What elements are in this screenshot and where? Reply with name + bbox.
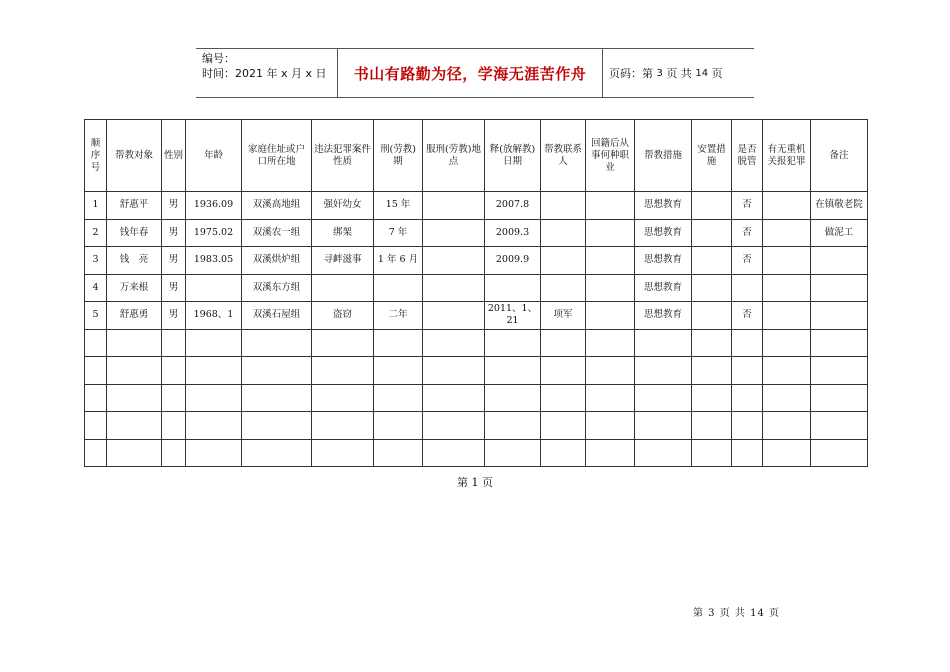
- table-cell: 思想教育: [635, 219, 692, 247]
- column-header: 帮教联系人: [541, 120, 586, 192]
- table-cell: 1936.09: [186, 192, 242, 220]
- table-cell: 2: [85, 219, 107, 247]
- table-cell: [485, 274, 541, 302]
- table-cell: [811, 357, 868, 385]
- table-cell: [586, 412, 635, 440]
- table-cell: [242, 357, 312, 385]
- table-cell: [485, 384, 541, 412]
- table-cell: [374, 357, 423, 385]
- table-cell: [586, 357, 635, 385]
- column-header: 年龄: [186, 120, 242, 192]
- table-cell: [635, 329, 692, 357]
- column-header: 备注: [811, 120, 868, 192]
- table-cell: 舒惠勇: [107, 302, 162, 330]
- table-cell: 项军: [541, 302, 586, 330]
- table-cell: [107, 357, 162, 385]
- column-header: 服刑(劳教)地点: [423, 120, 485, 192]
- table-cell: [85, 412, 107, 440]
- page-suffix: 页: [711, 67, 723, 80]
- table-cell: 万来根: [107, 274, 162, 302]
- table-cell: 思想教育: [635, 192, 692, 220]
- number-label: 编号：: [202, 52, 235, 65]
- table-cell: [763, 357, 811, 385]
- table-cell: 双溪石屋组: [242, 302, 312, 330]
- table-cell: [374, 274, 423, 302]
- table-cell: [586, 192, 635, 220]
- table-cell: [485, 329, 541, 357]
- table-cell: 思想教育: [635, 302, 692, 330]
- table-cell: [423, 192, 485, 220]
- table-cell: [692, 357, 732, 385]
- table-cell: [541, 192, 586, 220]
- table-cell: 2009.9: [485, 247, 541, 275]
- table-cell: [242, 384, 312, 412]
- table-cell: [85, 357, 107, 385]
- table-cell: 寻衅滋事: [312, 247, 374, 275]
- table-cell: [186, 412, 242, 440]
- table-cell: [586, 247, 635, 275]
- table-cell: [423, 302, 485, 330]
- table-cell: 绑架: [312, 219, 374, 247]
- table-cell: [541, 439, 586, 467]
- table-cell: 7 年: [374, 219, 423, 247]
- table-cell: [423, 329, 485, 357]
- table-cell: 钱 亮: [107, 247, 162, 275]
- table-cell: 双溪农一组: [242, 219, 312, 247]
- table-cell: [692, 412, 732, 440]
- table-cell: [732, 329, 763, 357]
- table-cell: [586, 302, 635, 330]
- table-cell: 否: [732, 192, 763, 220]
- table-cell: [586, 384, 635, 412]
- table-cell: 钱年春: [107, 219, 162, 247]
- table-cell: [312, 329, 374, 357]
- table-cell: [423, 384, 485, 412]
- page-prefix: 页码：第: [609, 67, 653, 80]
- table-cell: [312, 412, 374, 440]
- table-cell: [186, 384, 242, 412]
- column-header: 帮教措施: [635, 120, 692, 192]
- table-cell: [541, 357, 586, 385]
- table-cell: [763, 439, 811, 467]
- table-cell: [107, 412, 162, 440]
- table-cell: [732, 384, 763, 412]
- table-cell: [763, 247, 811, 275]
- column-header: 安置措施: [692, 120, 732, 192]
- table-cell: [763, 302, 811, 330]
- table-cell: [242, 329, 312, 357]
- table-cell: [107, 384, 162, 412]
- table-cell: 双溪东方组: [242, 274, 312, 302]
- table-cell: [692, 384, 732, 412]
- table-cell: [85, 439, 107, 467]
- table-cell: [586, 274, 635, 302]
- table-cell: [541, 412, 586, 440]
- table-cell: [423, 219, 485, 247]
- table-header-row: [85, 120, 868, 192]
- table-cell: [811, 247, 868, 275]
- table-cell: [732, 412, 763, 440]
- page-number: 3: [656, 67, 663, 79]
- table-cell: [763, 192, 811, 220]
- page-note: 第 1 页: [457, 476, 493, 489]
- table-cell: [692, 247, 732, 275]
- table-cell: 否: [732, 302, 763, 330]
- table-cell: [692, 192, 732, 220]
- table-row: [85, 219, 868, 247]
- table-cell: [692, 439, 732, 467]
- table-cell: [242, 439, 312, 467]
- table-cell: [186, 439, 242, 467]
- table-cell: 在镇敬老院: [811, 192, 868, 220]
- table-cell: 5: [85, 302, 107, 330]
- table-cell: [85, 384, 107, 412]
- table-cell: 15 年: [374, 192, 423, 220]
- table-cell: [635, 439, 692, 467]
- table-cell: [423, 412, 485, 440]
- table-cell: [186, 357, 242, 385]
- column-header: 顺序号: [85, 120, 107, 192]
- table-cell: 1983.05: [186, 247, 242, 275]
- table-cell: 舒惠平: [107, 192, 162, 220]
- table-cell: [485, 357, 541, 385]
- table-cell: 男: [162, 219, 186, 247]
- footer-page-indicator: 第 3 页 共 14 页: [693, 608, 780, 619]
- table-row: [85, 357, 868, 385]
- table-cell: 思想教育: [635, 274, 692, 302]
- table-cell: [811, 302, 868, 330]
- table-cell: 1 年 6 月: [374, 247, 423, 275]
- table-cell: [541, 384, 586, 412]
- table-cell: 强奸幼女: [312, 192, 374, 220]
- table-cell: [692, 274, 732, 302]
- table-cell: [732, 439, 763, 467]
- table-cell: [732, 274, 763, 302]
- table-cell: 做泥工: [811, 219, 868, 247]
- table-cell: [374, 412, 423, 440]
- table-cell: [811, 274, 868, 302]
- table-cell: [485, 412, 541, 440]
- table-cell: 盗窃: [312, 302, 374, 330]
- table-cell: [635, 412, 692, 440]
- table-cell: [162, 384, 186, 412]
- table-cell: [374, 329, 423, 357]
- table-cell: [586, 439, 635, 467]
- table-cell: [374, 439, 423, 467]
- table-cell: 男: [162, 302, 186, 330]
- column-header: 刑(劳教)期: [374, 120, 423, 192]
- table-cell: [763, 384, 811, 412]
- table-cell: [374, 384, 423, 412]
- table-cell: 4: [85, 274, 107, 302]
- table-cell: [162, 329, 186, 357]
- table-row: [85, 192, 868, 220]
- table-cell: 男: [162, 247, 186, 275]
- motto: 书山有路勤为径，学海无涯苦作舟: [338, 49, 603, 97]
- table-cell: 男: [162, 192, 186, 220]
- table-cell: [423, 357, 485, 385]
- table-cell: [541, 219, 586, 247]
- table-cell: [635, 384, 692, 412]
- table-cell: [423, 247, 485, 275]
- table-cell: [763, 274, 811, 302]
- table-cell: [312, 357, 374, 385]
- table-cell: 3: [85, 247, 107, 275]
- table-cell: [811, 329, 868, 357]
- table-cell: 1975.02: [186, 219, 242, 247]
- table-row: [85, 274, 868, 302]
- column-header: 帮教对象: [107, 120, 162, 192]
- table-cell: 思想教育: [635, 247, 692, 275]
- table-cell: [692, 219, 732, 247]
- table-row: [85, 439, 868, 467]
- table-cell: [541, 247, 586, 275]
- table-cell: 1968、1: [186, 302, 242, 330]
- table-cell: 1: [85, 192, 107, 220]
- column-header: 性别: [162, 120, 186, 192]
- column-header: 家庭住址或户口所在地: [242, 120, 312, 192]
- column-header: 有无重机关报犯罪: [763, 120, 811, 192]
- table-cell: [312, 439, 374, 467]
- document-header: [196, 48, 754, 98]
- table-body: [85, 192, 868, 467]
- table-cell: [541, 329, 586, 357]
- table-cell: 否: [732, 247, 763, 275]
- table-cell: [763, 219, 811, 247]
- column-header: 回籍后从事何种职业: [586, 120, 635, 192]
- table-cell: 男: [162, 274, 186, 302]
- table-cell: [186, 274, 242, 302]
- table-cell: 否: [732, 219, 763, 247]
- table-cell: [811, 439, 868, 467]
- table-cell: 双溪烘炉组: [242, 247, 312, 275]
- page-total: 14: [695, 67, 709, 79]
- table-row: [85, 412, 868, 440]
- header-meta: [196, 49, 338, 97]
- page-mid: 页 共: [666, 67, 692, 80]
- table-cell: [186, 329, 242, 357]
- column-header: 违法犯罪案件性质: [312, 120, 374, 192]
- table-cell: [423, 439, 485, 467]
- table-cell: [763, 329, 811, 357]
- table-cell: [242, 412, 312, 440]
- table-row: [85, 247, 868, 275]
- table-cell: [811, 384, 868, 412]
- table-cell: [732, 357, 763, 385]
- table-cell: [692, 302, 732, 330]
- table-row: [85, 384, 868, 412]
- table-cell: [162, 357, 186, 385]
- table-cell: [312, 274, 374, 302]
- time-label: 时间：2021 年 x 月 x 日: [202, 67, 327, 80]
- assistance-table: [84, 119, 868, 467]
- table-cell: [763, 412, 811, 440]
- table-cell: [162, 412, 186, 440]
- table-cell: [635, 357, 692, 385]
- table-row: [85, 302, 868, 330]
- table-cell: [485, 439, 541, 467]
- table-cell: [541, 274, 586, 302]
- table-cell: 2011、1、21: [485, 302, 541, 330]
- table-cell: 双溪高地组: [242, 192, 312, 220]
- table-cell: 二年: [374, 302, 423, 330]
- table-cell: 2009.3: [485, 219, 541, 247]
- table-cell: [85, 329, 107, 357]
- column-header: 是否脱管: [732, 120, 763, 192]
- table-cell: [107, 439, 162, 467]
- table-cell: [586, 219, 635, 247]
- table-cell: [586, 329, 635, 357]
- table-cell: [107, 329, 162, 357]
- table-row: [85, 329, 868, 357]
- table-cell: [811, 412, 868, 440]
- table-cell: [692, 329, 732, 357]
- table-cell: [423, 274, 485, 302]
- table-cell: 2007.8: [485, 192, 541, 220]
- page-indicator: [603, 49, 754, 97]
- table-cell: [312, 384, 374, 412]
- column-header: 释(放解教)日期: [485, 120, 541, 192]
- table-cell: [162, 439, 186, 467]
